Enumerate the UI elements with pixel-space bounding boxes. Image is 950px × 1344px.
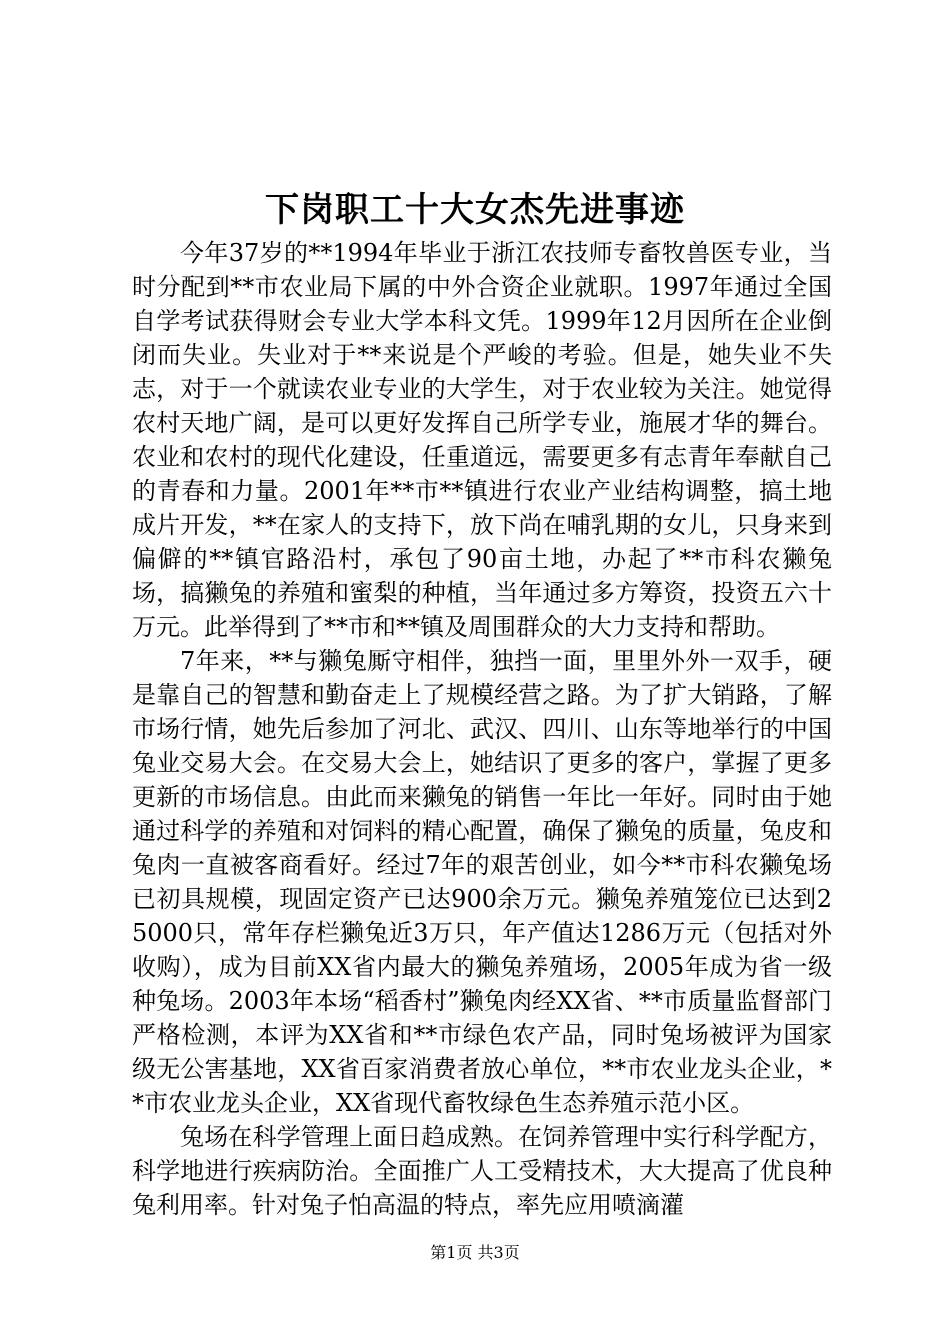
document-title: 下岗职工十大女杰先进事迹 — [265, 190, 685, 230]
paragraph-2: 7年来，**与獭兔厮守相伴，独挡一面，里里外外一双手，硬是靠自己的智慧和勤奋走上了规模经营之路。为了扩大销路，了解市场行情，她先后参加了河北、武汉、四川、山东等地举行的中国兔业交易大会。在交易大会上，她结识了更多的客户，掌握了更多更新的市场信息。由此而来獭兔的销售一年比一年好。同时由于她通过科学的养殖和对饲料的精心配置，确保了獭兔的质量，兔皮和兔肉一直被客商看好。经过7年的艰苦创业，如今**市科农獭兔场已初具规模，现固定资产已达900余万元。獭兔养殖笼位已达到25000只，常年存栏獭兔近3万只，年产值达1286万元（包括对外收购），成为目前XX省内最大的獭兔养殖场，2005年成为省一级种兔场。2003年本场“稻香村”獭兔肉经XX省、**市质量监督部门严格检测，本评为XX省和**市绿色农产品，同时兔场被评为国家级无公害基地，XX省百家消费者放心单位，**市农业龙头企业，**市农业龙头企业，XX省现代畜牧绿色生态养殖示范小区。 — [132, 647, 832, 1117]
paragraph-3: 兔场在科学管理上面日趋成熟。在饲养管理中实行科学配方，科学地进行疾病防治。全面推广人工受精技术，大大提高了优良种兔利用率。针对兔子怕高温的特点，率先应用喷滴灌 — [132, 1123, 832, 1219]
paragraph-1: 今年37岁的**1994年毕业于浙江农技师专畜牧兽医专业，当时分配到**市农业局下属的中外合资企业就职。1997年通过全国自学考试获得财会专业大学本科文凭。1999年12月因所在企业倒闭而失业。失业对于**来说是个严峻的考验。但是，她失业不失志，对于一个就读农业专业的大学生，对于农业较为关注。她觉得农村天地广阔，是可以更好发挥自己所学专业，施展才华的舞台。农业和农村的现代化建设，任重道远，需要更多有志青年奉献自己的青春和力量。2001年**市**镇进行农业产业结构调整，搞土地成片开发，**在家人的支持下，放下尚在哺乳期的女儿，只身来到偏僻的**镇官路沿村，承包了90亩土地，办起了**市科农獭兔场，搞獭兔的养殖和蜜梨的种植，当年通过多方筹资，投资五六十万元。此举得到了**市和**镇及周围群众的大力支持和帮助。 — [132, 239, 832, 641]
page-footer: 第1页 共3页 — [430, 1243, 520, 1262]
document-body — [132, 236, 832, 1222]
